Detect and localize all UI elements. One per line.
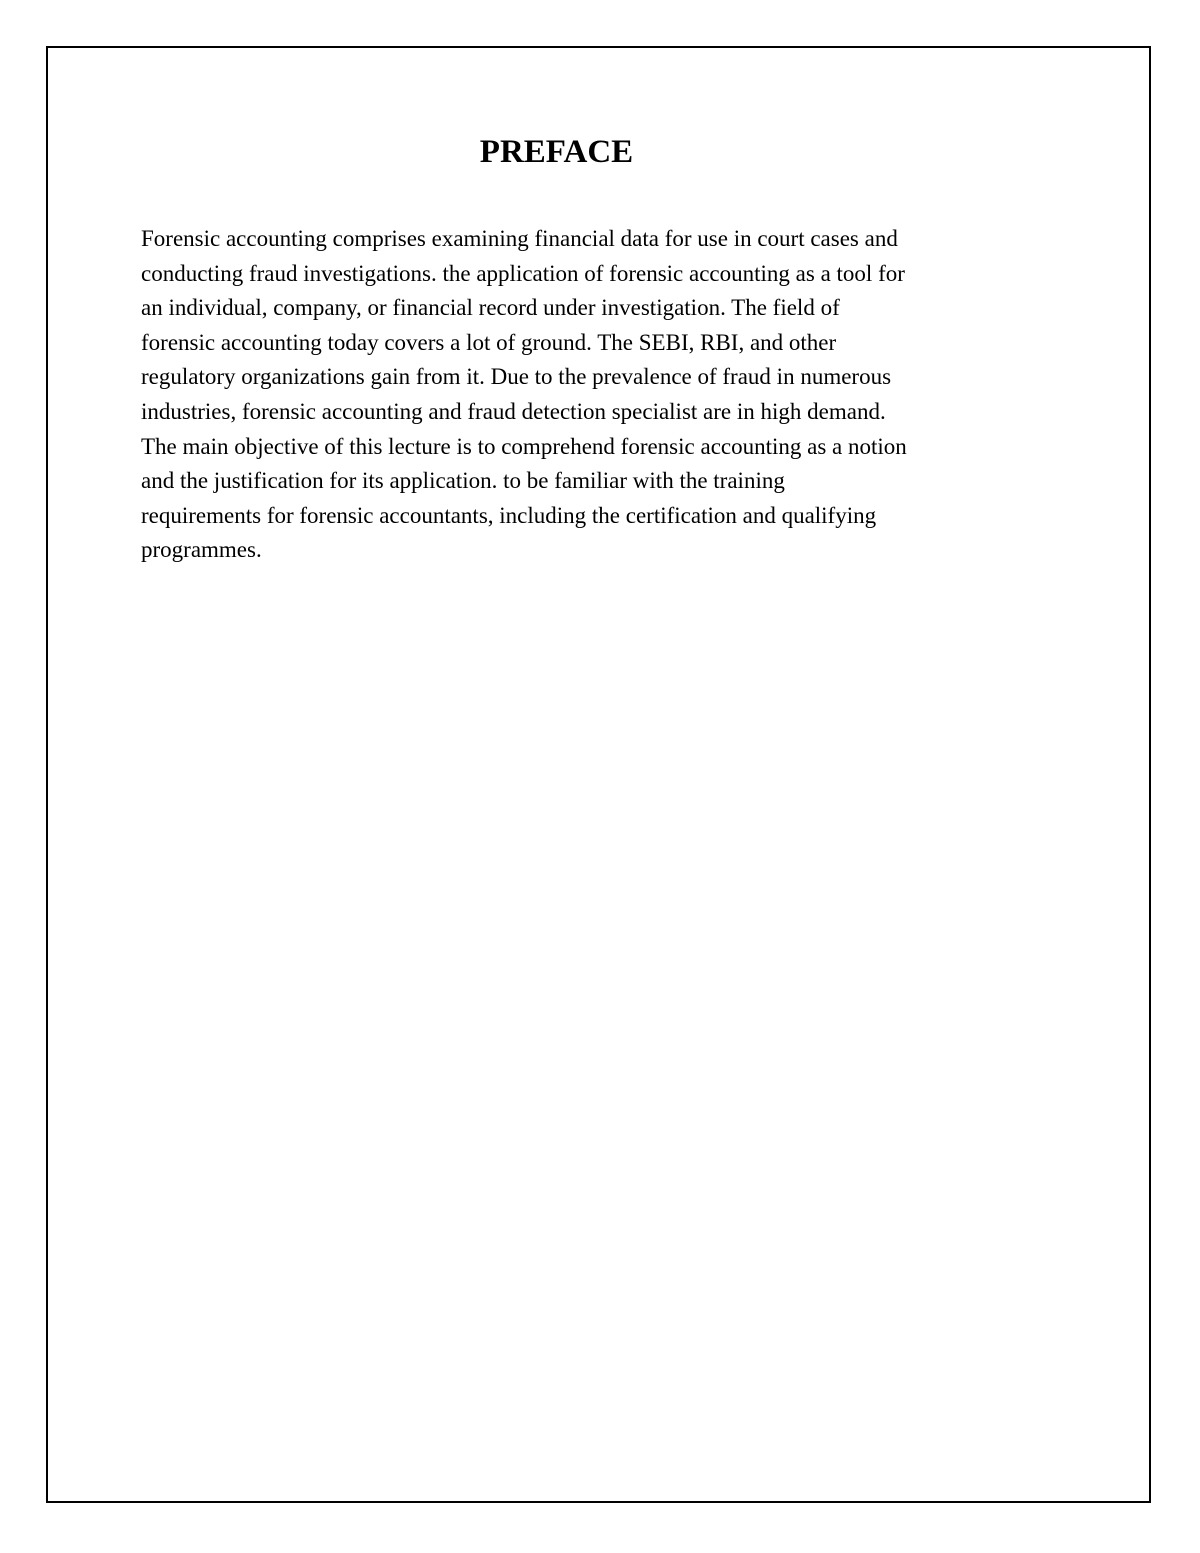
preface-paragraph — [141, 222, 1081, 568]
paragraph-line: conducting fraud investigations. the application of forensic accounting as a tool for — [141, 260, 905, 286]
paragraph-line: Forensic accounting comprises examining financial data for use in court cases and — [141, 226, 898, 251]
paragraph-line: forensic accounting today covers a lot of ground. The SEBI, RBI, and other — [141, 329, 837, 355]
paragraph-line: regulatory organizations gain from it. Due to the prevalence of fraud in numerous — [141, 364, 892, 390]
paragraph-line: programmes. — [141, 537, 262, 563]
paragraph-line: and the justification for its application. to be familiar with the training — [141, 468, 785, 494]
paragraph-line: The main objective of this lecture is to comprehend forensic accounting as a notion — [141, 433, 907, 459]
paragraph-line: an individual, company, or financial record under investigation. The field of — [141, 295, 840, 321]
page-title: PREFACE — [479, 134, 634, 170]
paragraph-line: requirements for forensic accountants, including the certification and qualifying — [141, 502, 877, 528]
paragraph-line: industries, forensic accounting and fraud detection specialist are in high demand. — [141, 398, 886, 424]
